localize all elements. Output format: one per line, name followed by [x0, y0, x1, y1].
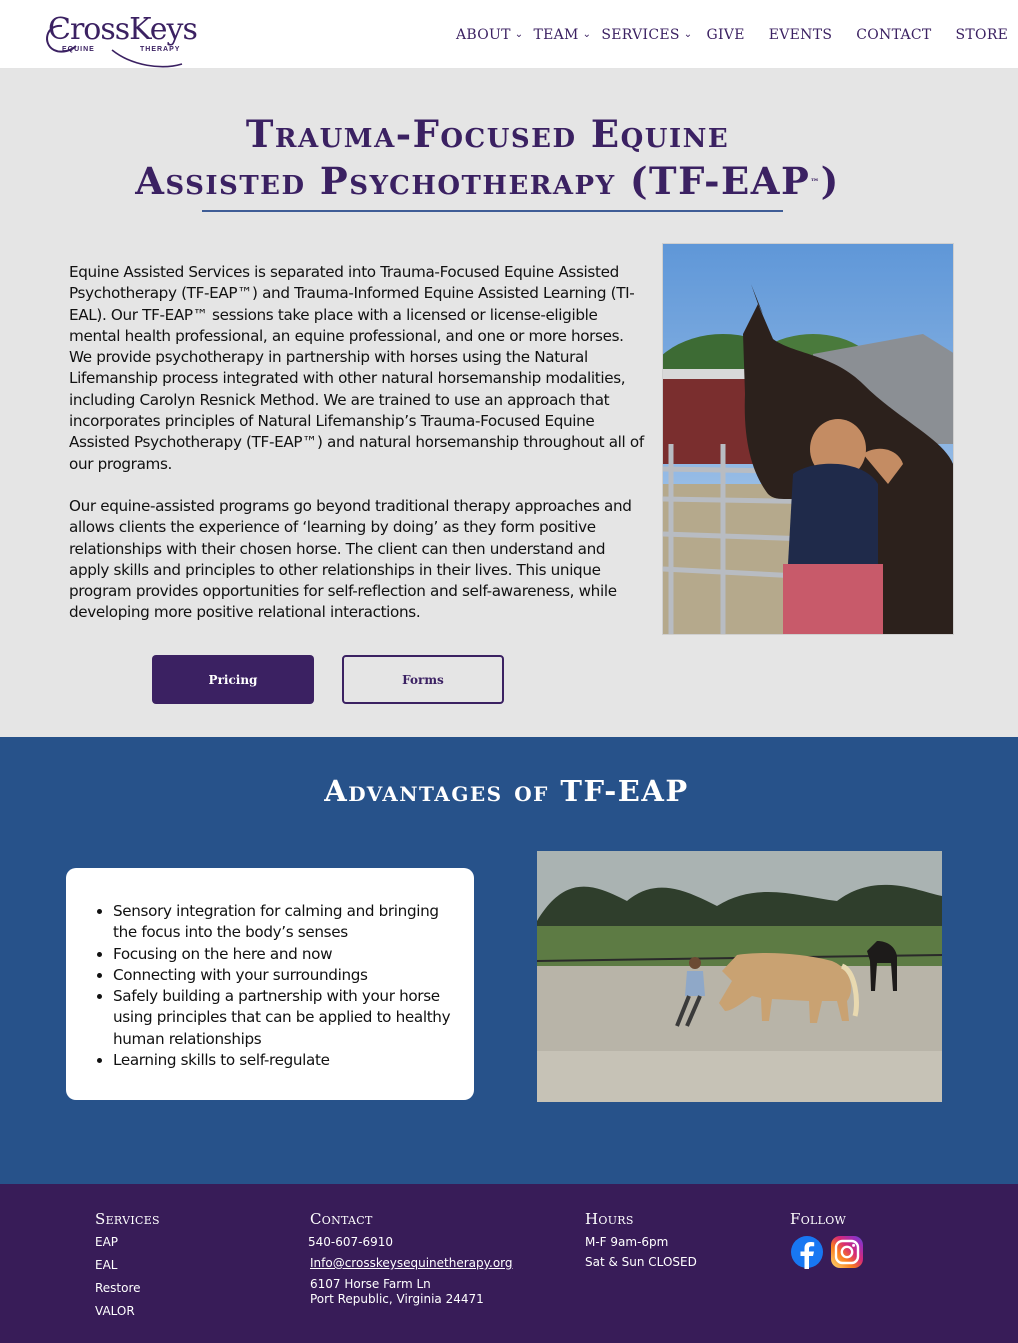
page-title-line1: Trauma-Focused Equine [245, 112, 730, 156]
advantages-list [113, 901, 454, 1071]
footer-hours [585, 1210, 697, 1270]
nav-contact-label: CONTACT [856, 27, 932, 43]
footer-hours-weekday: M-F 9am-6pm [585, 1235, 669, 1249]
chevron-down-icon: ⌄ [683, 28, 693, 40]
page-title-line2: Assisted Psychotherapy (TF-EAP [135, 159, 811, 203]
crosskeys-logo[interactable] [40, 10, 197, 62]
nav-give-label: GIVE [706, 27, 745, 43]
nav-team[interactable] [533, 27, 591, 43]
list-item: • Safely building a partnership with your horse using principles that can be applied to healthy human relationships [113, 986, 454, 1050]
nav-contact[interactable] [856, 27, 931, 43]
horse-hug-photo [662, 243, 954, 635]
trademark-mark: ™ [810, 178, 821, 188]
horse-hug-image [663, 244, 954, 635]
list-item: • Sensory integration for calming and bringing the focus into the body’s senses [113, 901, 454, 944]
footer-hours-heading: Hours [585, 1210, 634, 1228]
footer-link-eal[interactable]: EAL [95, 1258, 118, 1272]
page-title [0, 111, 975, 205]
site-header [0, 0, 1018, 69]
footer-link-valor[interactable]: VALOR [95, 1304, 135, 1318]
page-title-close: ) [820, 159, 840, 203]
nav-services-label: SERVICES [601, 27, 680, 43]
arena-image [537, 851, 942, 1102]
main-nav [456, 24, 1008, 46]
nav-store[interactable] [956, 27, 1009, 43]
intro-body [69, 262, 647, 624]
site-footer [0, 1184, 1018, 1343]
intro-section [0, 69, 1018, 737]
nav-about[interactable] [456, 27, 523, 43]
list-item: • Learning skills to self-regulate [113, 1050, 454, 1071]
footer-phone[interactable]: 540-607-6910 [308, 1235, 394, 1249]
footer-link-restore[interactable]: Restore [95, 1281, 141, 1295]
footer-hours-weekend: Sat & Sun CLOSED [585, 1255, 697, 1269]
facebook-icon[interactable] [790, 1235, 824, 1269]
nav-team-label: TEAM [533, 27, 579, 43]
arena-photo [537, 851, 942, 1102]
advantages-section [0, 737, 1018, 1184]
forms-button[interactable]: Forms [342, 655, 504, 704]
nav-events[interactable] [769, 27, 833, 43]
title-divider [202, 210, 783, 212]
footer-services [95, 1210, 160, 1327]
advantages-card [66, 868, 474, 1100]
chevron-down-icon: ⌄ [514, 28, 524, 40]
list-item: • Focusing on the here and now [113, 944, 454, 965]
advantages-title: Advantages of TF-EAP [324, 774, 689, 808]
nav-services[interactable] [601, 27, 692, 43]
footer-address-line2: Port Republic, Virginia 24471 [310, 1292, 484, 1306]
logo-sub-therapy: THERAPY [140, 46, 181, 53]
intro-paragraph-2: Our equine-assisted programs go beyond traditional therapy approaches and allows clients the experience of ‘learning by doing’ as they form positive relationships with their chosen horse. The client can then understand and apply skills and principles to other relationships in their lives. This unique program provides opportunities for self-reflection and self-awareness, while developing more positive relational interactions. [69, 496, 632, 622]
footer-email-link[interactable]: Info@crosskeysequinetherapy.org [310, 1256, 513, 1270]
intro-paragraph-1: Equine Assisted Services is separated into Trauma-Focused Equine Assisted Psychotherapy (TF-EAP™) and Trauma-Informed Equine Assisted Learning (TI-EAL). Our TF-EAP™ sessions take place with a licensed or license-eligible mental health professional, an equine professional, and one or more horses. We provide psychotherapy in partnership with horses using the Natural Lifemanship process integrated with other natural horsemanship modalities, including Carolyn Resnick Method. We are trained to use an approach that incorporates principles of Natural Lifemanship’s Trauma-Focused Equine Assisted Psychotherapy (TF-EAP™) and natural horsemanship throughout all of our programs. [69, 263, 644, 473]
chevron-down-icon: ⌄ [582, 28, 592, 40]
list-item: • Connecting with your surroundings [113, 965, 454, 986]
pricing-button[interactable]: Pricing [152, 655, 314, 704]
footer-follow [790, 1210, 864, 1269]
footer-follow-heading: Follow [790, 1210, 847, 1228]
nav-events-label: EVENTS [768, 27, 833, 43]
nav-about-label: ABOUT [456, 27, 511, 43]
footer-address-line1: 6107 Horse Farm Ln [310, 1277, 431, 1291]
instagram-icon[interactable] [830, 1235, 864, 1269]
nav-give[interactable] [706, 27, 744, 43]
logo-wordmark: CrossKeys [48, 12, 197, 47]
footer-services-heading: Services [95, 1210, 160, 1228]
nav-store-label: STORE [955, 27, 1009, 43]
logo-sub-equine: EQUINE [62, 46, 95, 53]
footer-contact-heading: Contact [310, 1210, 373, 1228]
footer-contact [310, 1210, 513, 1307]
footer-link-eap[interactable]: EAP [95, 1235, 119, 1249]
social-links [790, 1235, 864, 1269]
